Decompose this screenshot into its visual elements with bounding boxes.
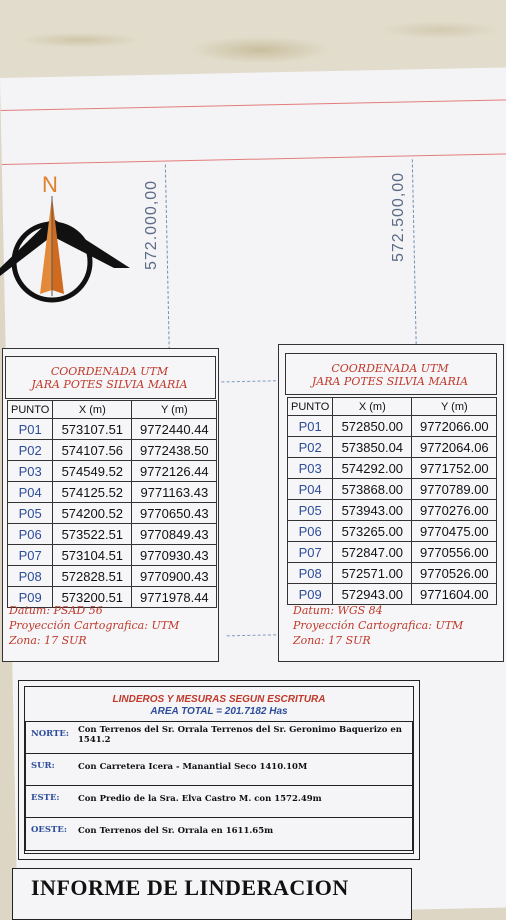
x-cell: 573868.00: [333, 479, 412, 500]
y-cell: 9771163.43: [132, 482, 217, 503]
y-cell: 9772438.50: [132, 440, 217, 461]
lindero-value: Con Terrenos del Sr. Orrala en 1611.65m: [78, 826, 274, 836]
lindero-row-sur: [25, 753, 413, 786]
north-arrow-icon: [0, 196, 130, 316]
zone-label: Zona: 17 SUR: [293, 634, 371, 647]
coord-box-wgs: [278, 344, 504, 662]
header-cell: Y (m): [412, 398, 497, 416]
table-row: [288, 416, 497, 437]
table-row: [8, 545, 217, 566]
y-cell: 9770900.43: [132, 566, 217, 587]
table-header-row: [288, 398, 497, 416]
x-cell: 573265.00: [333, 521, 412, 542]
y-cell: 9771604.00: [412, 584, 497, 605]
table-row: [288, 542, 497, 563]
lindero-row-oeste: [25, 817, 413, 851]
datum-label: Datum: PSAD 56: [9, 604, 103, 617]
table-row: [8, 482, 217, 503]
grid-line-x2: [412, 159, 417, 349]
table-row: [8, 503, 217, 524]
header-cell: X (m): [53, 401, 132, 419]
header-cell: PUNTO: [288, 398, 333, 416]
linderos-inner-frame: [24, 686, 414, 854]
coord-table-psad: [7, 400, 217, 608]
y-cell: 9770849.43: [132, 524, 217, 545]
lindero-value: Con Terrenos del Sr. Orrala Terrenos del Sr. Geronimo Baquerizo en 1541.2: [78, 725, 402, 745]
y-cell: 9771978.44: [132, 587, 217, 608]
datum-label: Datum: WGS 84: [293, 604, 383, 617]
point-cell: P07: [288, 542, 333, 563]
x-cell: 573943.00: [333, 500, 412, 521]
zone-label: Zona: 17 SUR: [9, 634, 87, 647]
point-cell: P05: [288, 500, 333, 521]
y-cell: 9772064.06: [412, 437, 497, 458]
point-cell: P08: [288, 563, 333, 584]
x-cell: 572943.00: [333, 584, 412, 605]
point-cell: P08: [8, 566, 53, 587]
header-cell: PUNTO: [8, 401, 53, 419]
y-cell: 9770930.43: [132, 545, 217, 566]
table-row: [8, 566, 217, 587]
x-cell: 573200.51: [53, 587, 132, 608]
table-row: [8, 524, 217, 545]
x-cell: 572828.51: [53, 566, 132, 587]
table-row: [8, 440, 217, 461]
y-cell: 9770789.00: [412, 479, 497, 500]
coord-subtitle: JARA POTES SILVIA MARIA: [311, 375, 469, 388]
coord-subtitle: JARA POTES SILVIA MARIA: [31, 378, 188, 391]
x-cell: 573522.51: [53, 524, 132, 545]
point-cell: P06: [8, 524, 53, 545]
projection-label: Proyección Cartografica: UTM: [9, 619, 180, 632]
table-row: [8, 461, 217, 482]
point-cell: P04: [288, 479, 333, 500]
table-row: [288, 500, 497, 521]
lindero-row-norte: [25, 721, 413, 754]
y-cell: 9770650.43: [132, 503, 217, 524]
x-cell: 573107.51: [53, 419, 132, 440]
x-cell: 574292.00: [333, 458, 412, 479]
linderos-box: [18, 680, 420, 860]
point-cell: P01: [288, 416, 333, 437]
y-cell: 9772126.44: [132, 461, 217, 482]
y-cell: 9770475.00: [412, 521, 497, 542]
lindero-label: OESTE:: [31, 825, 67, 835]
coord-title: COORDENADA UTM: [50, 365, 169, 378]
x-cell: 573104.51: [53, 545, 132, 566]
y-cell: 9770276.00: [412, 500, 497, 521]
projection-label: Proyección Cartografica: UTM: [293, 619, 464, 632]
informe-title: INFORME DE LINDERACION: [31, 875, 349, 900]
x-cell: 574125.52: [53, 482, 132, 503]
table-row: [288, 521, 497, 542]
point-cell: P02: [8, 440, 53, 461]
y-cell: 9772440.44: [132, 419, 217, 440]
north-letter: N: [42, 172, 58, 197]
point-cell: P09: [8, 587, 53, 608]
x-cell: 572847.00: [333, 542, 412, 563]
point-cell: P03: [288, 458, 333, 479]
table-row: [288, 479, 497, 500]
table-row: [288, 458, 497, 479]
point-cell: P02: [288, 437, 333, 458]
linderos-title: LINDEROS Y MESURAS SEGUN ESCRITURA: [112, 694, 326, 705]
y-cell: 9770556.00: [412, 542, 497, 563]
lindero-value: Con Carretera Icera - Manantial Seco 1410.10M: [78, 762, 308, 772]
informe-box: [12, 868, 412, 920]
lindero-label: NORTE:: [31, 729, 70, 739]
y-cell: 9771752.00: [412, 458, 497, 479]
lindero-row-este: [25, 785, 413, 818]
x-cell: 574200.52: [53, 503, 132, 524]
lindero-label: SUR:: [31, 761, 55, 771]
grid-label-x1: 572.000,00: [143, 179, 160, 270]
point-cell: P04: [8, 482, 53, 503]
red-frame-line: [2, 153, 506, 165]
coord-table-wgs: [287, 397, 497, 605]
table-row: [288, 584, 497, 605]
table-row: [288, 437, 497, 458]
y-cell: 9772066.00: [412, 416, 497, 437]
x-cell: 573850.04: [333, 437, 412, 458]
point-cell: P06: [288, 521, 333, 542]
coord-box-psad: [2, 348, 219, 662]
table-row: [288, 563, 497, 584]
table-row: [8, 419, 217, 440]
point-cell: P09: [288, 584, 333, 605]
point-cell: P07: [8, 545, 53, 566]
area-total: AREA TOTAL = 201.7182 Has: [150, 706, 288, 717]
red-border-line: [1, 99, 506, 111]
lindero-label: ESTE:: [31, 793, 60, 803]
x-cell: 572850.00: [333, 416, 412, 437]
header-cell: X (m): [333, 398, 412, 416]
point-cell: P05: [8, 503, 53, 524]
point-cell: P03: [8, 461, 53, 482]
grid-label-x2: 572.500,00: [390, 171, 407, 262]
x-cell: 574107.56: [53, 440, 132, 461]
header-cell: Y (m): [132, 401, 217, 419]
lindero-value: Con Predio de la Sra. Elva Castro M. con 1572.49m: [78, 794, 322, 804]
x-cell: 572571.00: [333, 563, 412, 584]
point-cell: P01: [8, 419, 53, 440]
x-cell: 574549.52: [53, 461, 132, 482]
coord-title: COORDENADA UTM: [331, 362, 449, 375]
y-cell: 9770526.00: [412, 563, 497, 584]
grid-line-x1: [165, 165, 170, 355]
table-header-row: [8, 401, 217, 419]
